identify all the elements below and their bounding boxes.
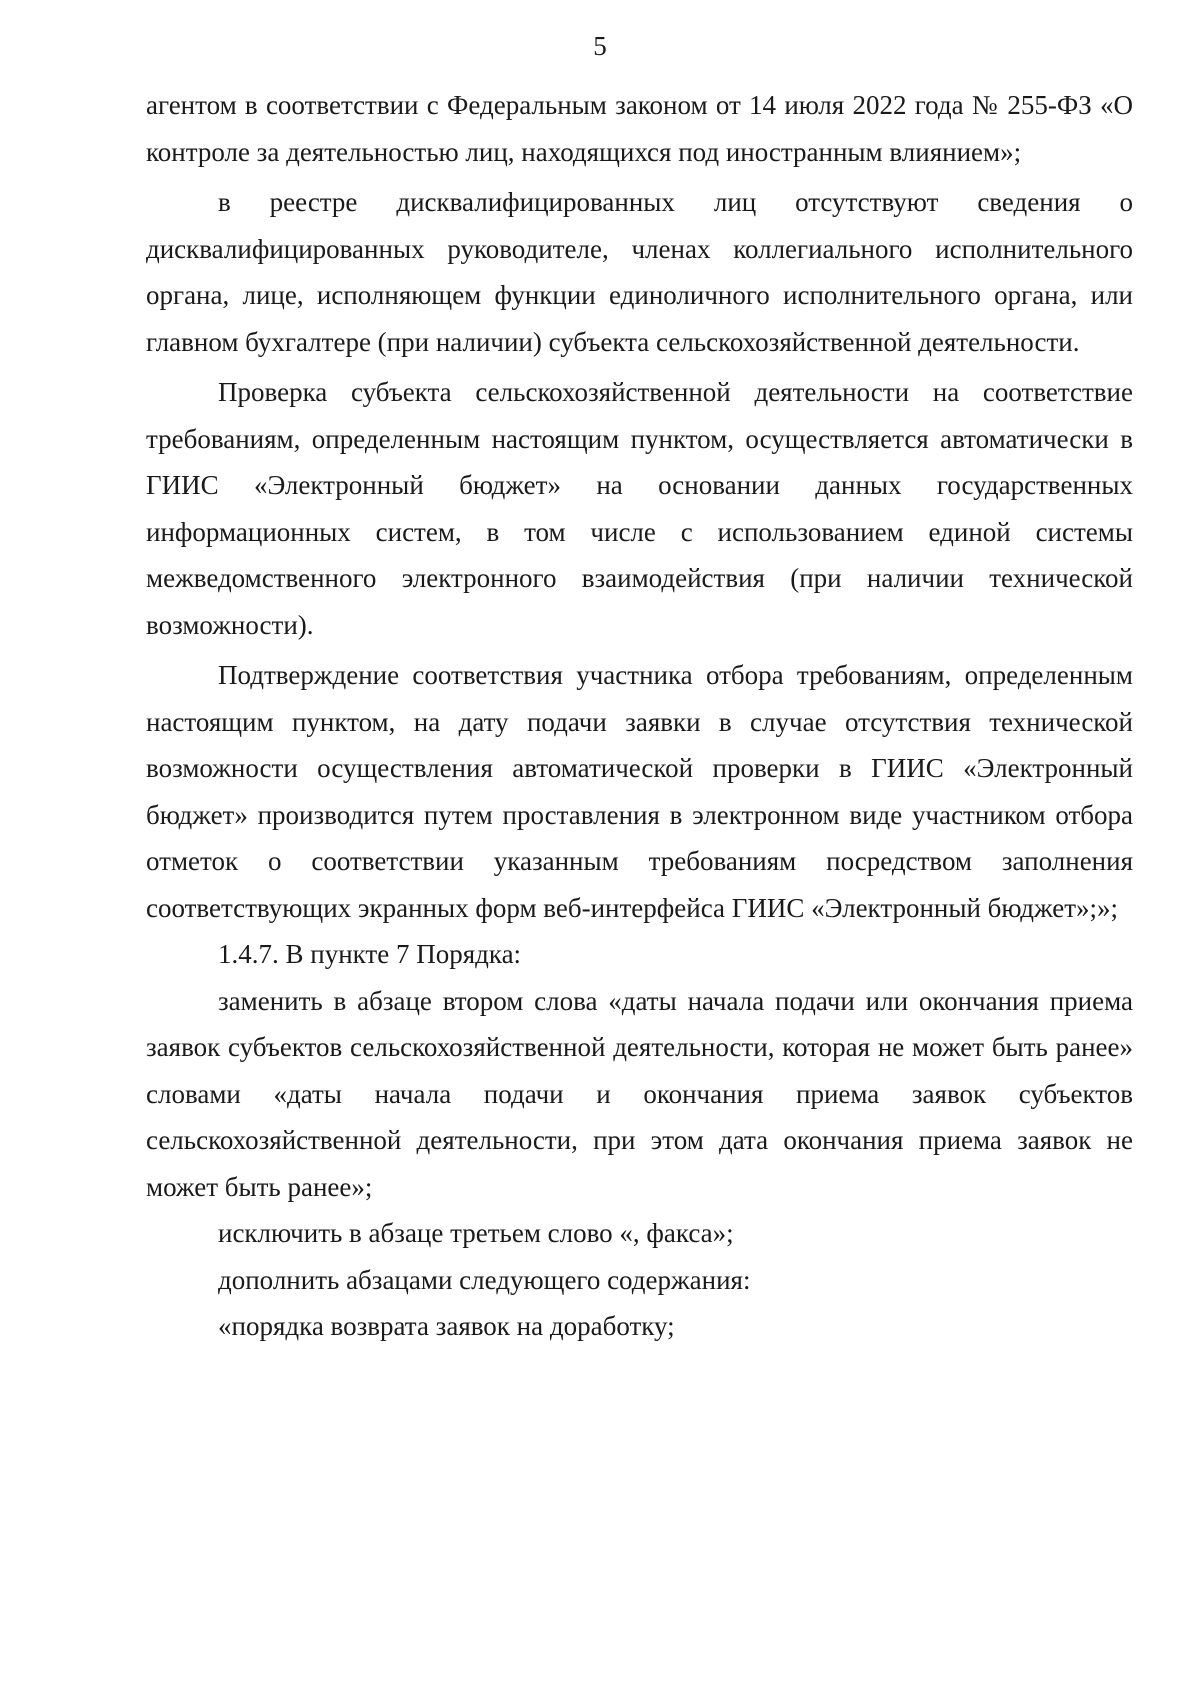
paragraph-foreign-agent: агентом в соответствии с Федеральным законом от 14 июля 2022 года № 255-ФЗ «О контроле за деятельностью лиц, находящихся под иностранным влиянием»;: [146, 90, 1133, 167]
page-number: 5: [593, 31, 607, 61]
paragraph-confirmation: Подтверждение соответствия участника отбора требованиям, определенным настоящим пунктом, на дату подачи заявки в случае отсутствия технической возможности осуществления автоматической проверки в ГИИС «Электронный бюджет» производится путем проставления в электронном виде участником отбора отметок о соответствии указанным требованиям посредством заполнения соответствующих экранных форм веб-интерфейса ГИИС «Электронный бюджет»;»;: [146, 660, 1133, 923]
paragraph-return-order: «порядка возврата заявок на доработку;: [218, 1311, 675, 1341]
paragraph-automatic-check: Проверка субъекта сельскохозяйственной деятельности на соответствие требованиям, определенным настоящим пунктом, осуществляется автоматически в ГИИС «Электронный бюджет» на основании данных государственных информационных систем, в том числе с использованием единой системы межведомственного электронного взаимодействия (при наличии технической возможности).: [146, 377, 1133, 640]
paragraph-exclude-fax: исключить в абзаце третьем слово «, факса»;: [218, 1218, 734, 1248]
paragraph-disqualified-registry: в реестре дисквалифицированных лиц отсутствуют сведения о дисквалифицированных руководителе, членах коллегиального исполнительного органа, лице, исполняющем функции единоличного исполнительного органа, или главном бухгалтере (при наличии) субъекта сельскохозяйственной деятельности.: [146, 187, 1133, 357]
paragraph-item-1-4-7: 1.4.7. В пункте 7 Порядка:: [218, 939, 522, 969]
document-body: [146, 82, 1133, 1350]
paragraph-add-clauses: дополнить абзацами следующего содержания:: [218, 1264, 751, 1295]
paragraph-replace-words: заменить в абзаце втором слова «даты начала подачи или окончания приема заявок субъектов сельскохозяйственной деятельности, которая не может быть ранее» словами «даты начала подачи и окончания приема заявок субъектов сельскохозяйственной деятельности, при этом дата окончания приема заявок не может быть ранее»;: [146, 985, 1133, 1202]
